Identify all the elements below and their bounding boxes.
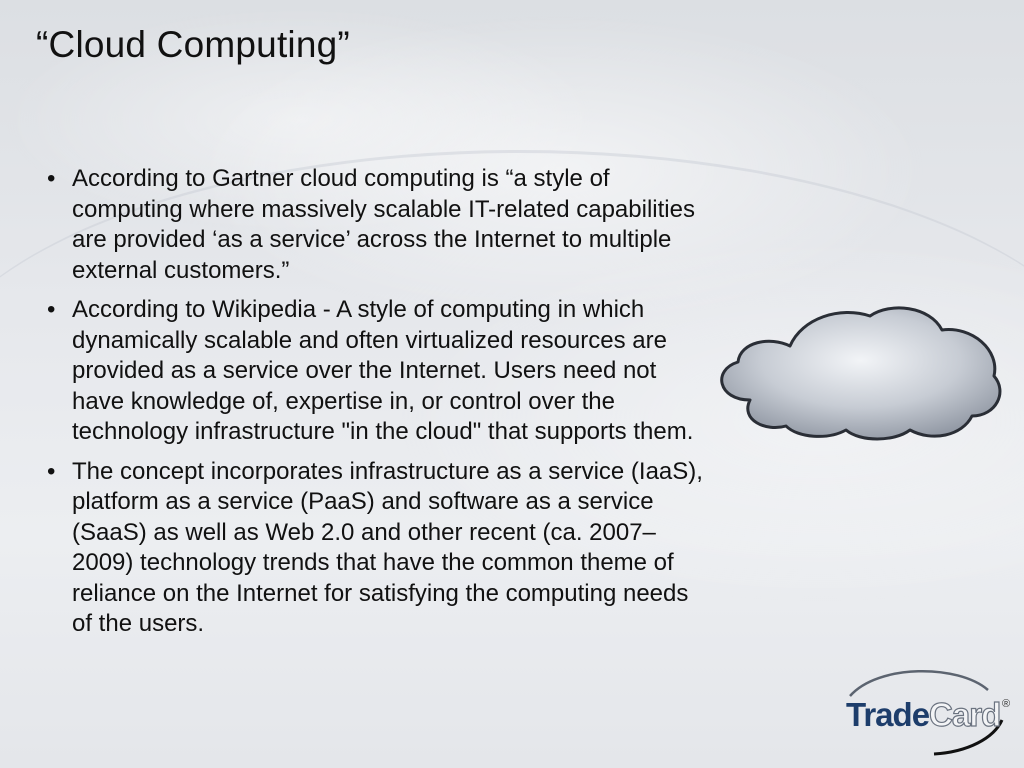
bullet-marker: • bbox=[47, 457, 56, 485]
bullet-text: According to Gartner cloud computing is “a style of computing where massively scalable IT-related capabilities are provided ‘as a service’ across the Internet to multiple external customers.” bbox=[72, 165, 695, 284]
logo-text-card: Card bbox=[929, 696, 1001, 733]
bullet-marker: • bbox=[47, 296, 56, 323]
bullet-item bbox=[44, 164, 714, 286]
tradecard-logo bbox=[838, 668, 1016, 758]
bullet-item bbox=[44, 457, 714, 640]
registered-mark: ® bbox=[1002, 698, 1011, 710]
cloud-icon bbox=[710, 300, 1006, 442]
slide-title: “Cloud Computing” bbox=[36, 24, 350, 65]
logo-text-trade: Trade bbox=[846, 696, 930, 733]
bullet-text: According to Wikipedia - A style of computing in which dynamically scalable and often virtualized resources are provided as a service over the Internet. Users need not have knowledge of, expertise in, or control over the technology infrastructure "in the cloud" that supports them. bbox=[72, 296, 694, 445]
bullet-list bbox=[44, 164, 714, 649]
bullet-item bbox=[44, 295, 714, 448]
bullet-text: The concept incorporates infrastructure as a service (IaaS), platform as a service (PaaS) and software as a service (SaaS) as well as Web 2.0 and other recent (ca. 2007–2009) technology trends that have the common theme of reliance on the Internet for satisfying the computing needs of the users. bbox=[72, 457, 703, 637]
bullet-marker: • bbox=[47, 165, 56, 192]
logo-wordmark bbox=[846, 696, 1000, 734]
